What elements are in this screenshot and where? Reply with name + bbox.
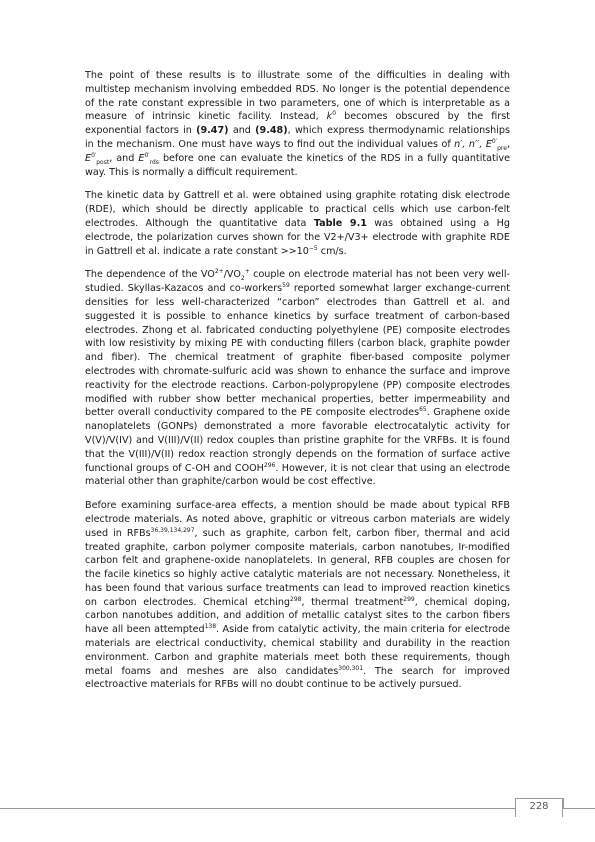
subscript: post: [96, 158, 110, 166]
text-run: , and: [109, 152, 139, 164]
superscript: 0: [332, 110, 337, 118]
footer-rule: [0, 808, 595, 809]
symbol-e: E: [138, 152, 145, 164]
text-run: was obtained using a Hg electrode, the polarization curves shown for the V2+/V3+ electrode with graphite RDE in Gattrell et al. indicate a rate constant >>10: [85, 217, 510, 257]
text-run: , such as graphite, carbon felt, carbon fiber, thermal and acid treated graphite, carbon polymer composite materials, carbon nanotubes, Ir-modified carbon felt and graphene-oxide nanoplatelets. In general, RFB couples are chosen for the facile kinetics so highly active catalytic materials are not necessary. Nonetheless, it has been found that various surface treatments can lead to improved reaction kinetics on carbon electrodes. Chemical etching: [85, 527, 510, 608]
text-run: , which express thermodynamic relationships in the mechanism. One must have ways to find out the individual values of: [85, 125, 510, 150]
text-run: ,: [506, 138, 510, 150]
text-run: cm/s.: [317, 245, 347, 257]
symbol-run: n′, n′′, E: [454, 138, 492, 150]
text-run: couple on electrode material has not been very well-studied. Skyllas-Kazacos and co-workers: [85, 269, 510, 295]
text-run: , chemical doping, carbon nanotubes addition, and addition of metallic catalyst sites to the carbon fibers have all been attempted: [85, 596, 510, 636]
superscript: −5: [308, 244, 318, 252]
paragraph-electrode-materials: [85, 499, 510, 692]
text-run: . Graphene oxide nanoplatelets (GONPs) demonstrated a more favorable electrocatalytic activity for V(V)/V(IV) and V(III)/V(II) redox couples than pristine graphite for the VRFBs. It is found that the V(III)/V(II) redox reaction strongly depends on the formation of surface active functional groups of C-OH and COOH: [85, 407, 510, 474]
equation-ref: (9.47): [196, 125, 229, 137]
footer-tick: [563, 798, 564, 808]
citation-superscript: 296: [263, 461, 276, 469]
text-run: The point of these results is to illustrate some of the difficulties in dealing with multistep mechanism involving embedded RDS. No longer is the potential dependence of the rate constant expressible in two parameters, one of which is interpretable as a measure of intrinsic kinetic facility. Instead,: [85, 70, 510, 123]
paragraph-electrode-dependence: [85, 268, 510, 489]
text-run: Before examining surface-area effects, a mention should be made about typical RFB electrode materials. As noted above, graphitic or vitreous carbon materials are widely used in RFBs: [85, 500, 510, 539]
citation-superscript: 65: [419, 406, 427, 414]
citation-superscript: 299: [403, 595, 415, 603]
text-run: reported somewhat larger exchange-current densities for less well-characterized “carbon” electrodes than Gattrell et al. and suggested it is possible to enhance kinetics by surface treatment of carbon-based electrodes. Zhong et al. fabricated conducting polyethylene (PE) composite electrodes with low resistivity by mixing PE with conducting fillers (carbon black, graphite powder and fiber). The chemical treatment of graphite fiber-based composite polymer electrodes with chromate-sulfuric acid was shown to enhance the surface and improve reactivity for the electrode reactions. Carbon-polypropylene (PP) composite electrodes modified with rubber show better mechanical properties, better impermeability and better overall conductivity compared to the PE composite electrodes: [85, 283, 510, 419]
superscript: +: [244, 268, 250, 276]
page-number: 228: [529, 801, 549, 812]
text-run: . The search for improved electroactive materials for RFBs will no doubt continue to be actively pursued.: [85, 665, 510, 691]
subscript: rds: [149, 158, 159, 166]
citation-superscript: 36,39,134,297: [150, 526, 195, 534]
table-ref: Table 9.1: [313, 217, 367, 229]
symbol-k: k: [326, 111, 333, 123]
text-run: , thermal treatment: [301, 596, 404, 608]
text-run: before one can evaluate the kinetics of the RDS in a fully quantitative way. This is normally a difficult requirement.: [85, 152, 511, 178]
equation-ref: (9.48): [255, 125, 288, 137]
citation-superscript: 298: [290, 595, 302, 603]
citation-superscript: 300,301: [338, 664, 364, 672]
subscript: pre: [497, 144, 507, 152]
text-run: The dependence of the VO: [85, 269, 215, 281]
superscript: 0′: [91, 151, 97, 159]
text-run: /VO: [223, 269, 241, 281]
text-run: The kinetic data by Gattrell et al. were obtained using graphite rotating disk electrode (RDE), which should be directly applicable to practical cells which use carbon-felt electrodes. Although the quantitative data: [85, 190, 510, 229]
symbol-e: E: [85, 152, 92, 164]
paragraph-kinetic-data: [85, 189, 510, 258]
page-body: [85, 69, 510, 702]
subscript: 2: [240, 275, 245, 283]
superscript: 0′: [491, 137, 498, 145]
citation-superscript: 138: [204, 623, 217, 631]
paragraph-multistep-mechanism: [85, 69, 510, 179]
superscript: 0′: [144, 151, 150, 159]
citation-superscript: 59: [282, 281, 290, 289]
text-run: becomes obscured by the first exponential factors in: [85, 111, 510, 137]
text-run: . However, it is not clear that using an electrode material other than graphite/carbon would be cost effective.: [85, 462, 510, 488]
superscript: 2+: [214, 268, 224, 276]
text-run: . Aside from catalytic activity, the main criteria for electrode materials are electrical conductivity, chemical stability and durability in the reaction environment. Carbon and graphite materials meet both these requirements, though metal foams and meshes are also candidates: [85, 624, 510, 677]
text-run: and: [228, 125, 256, 137]
